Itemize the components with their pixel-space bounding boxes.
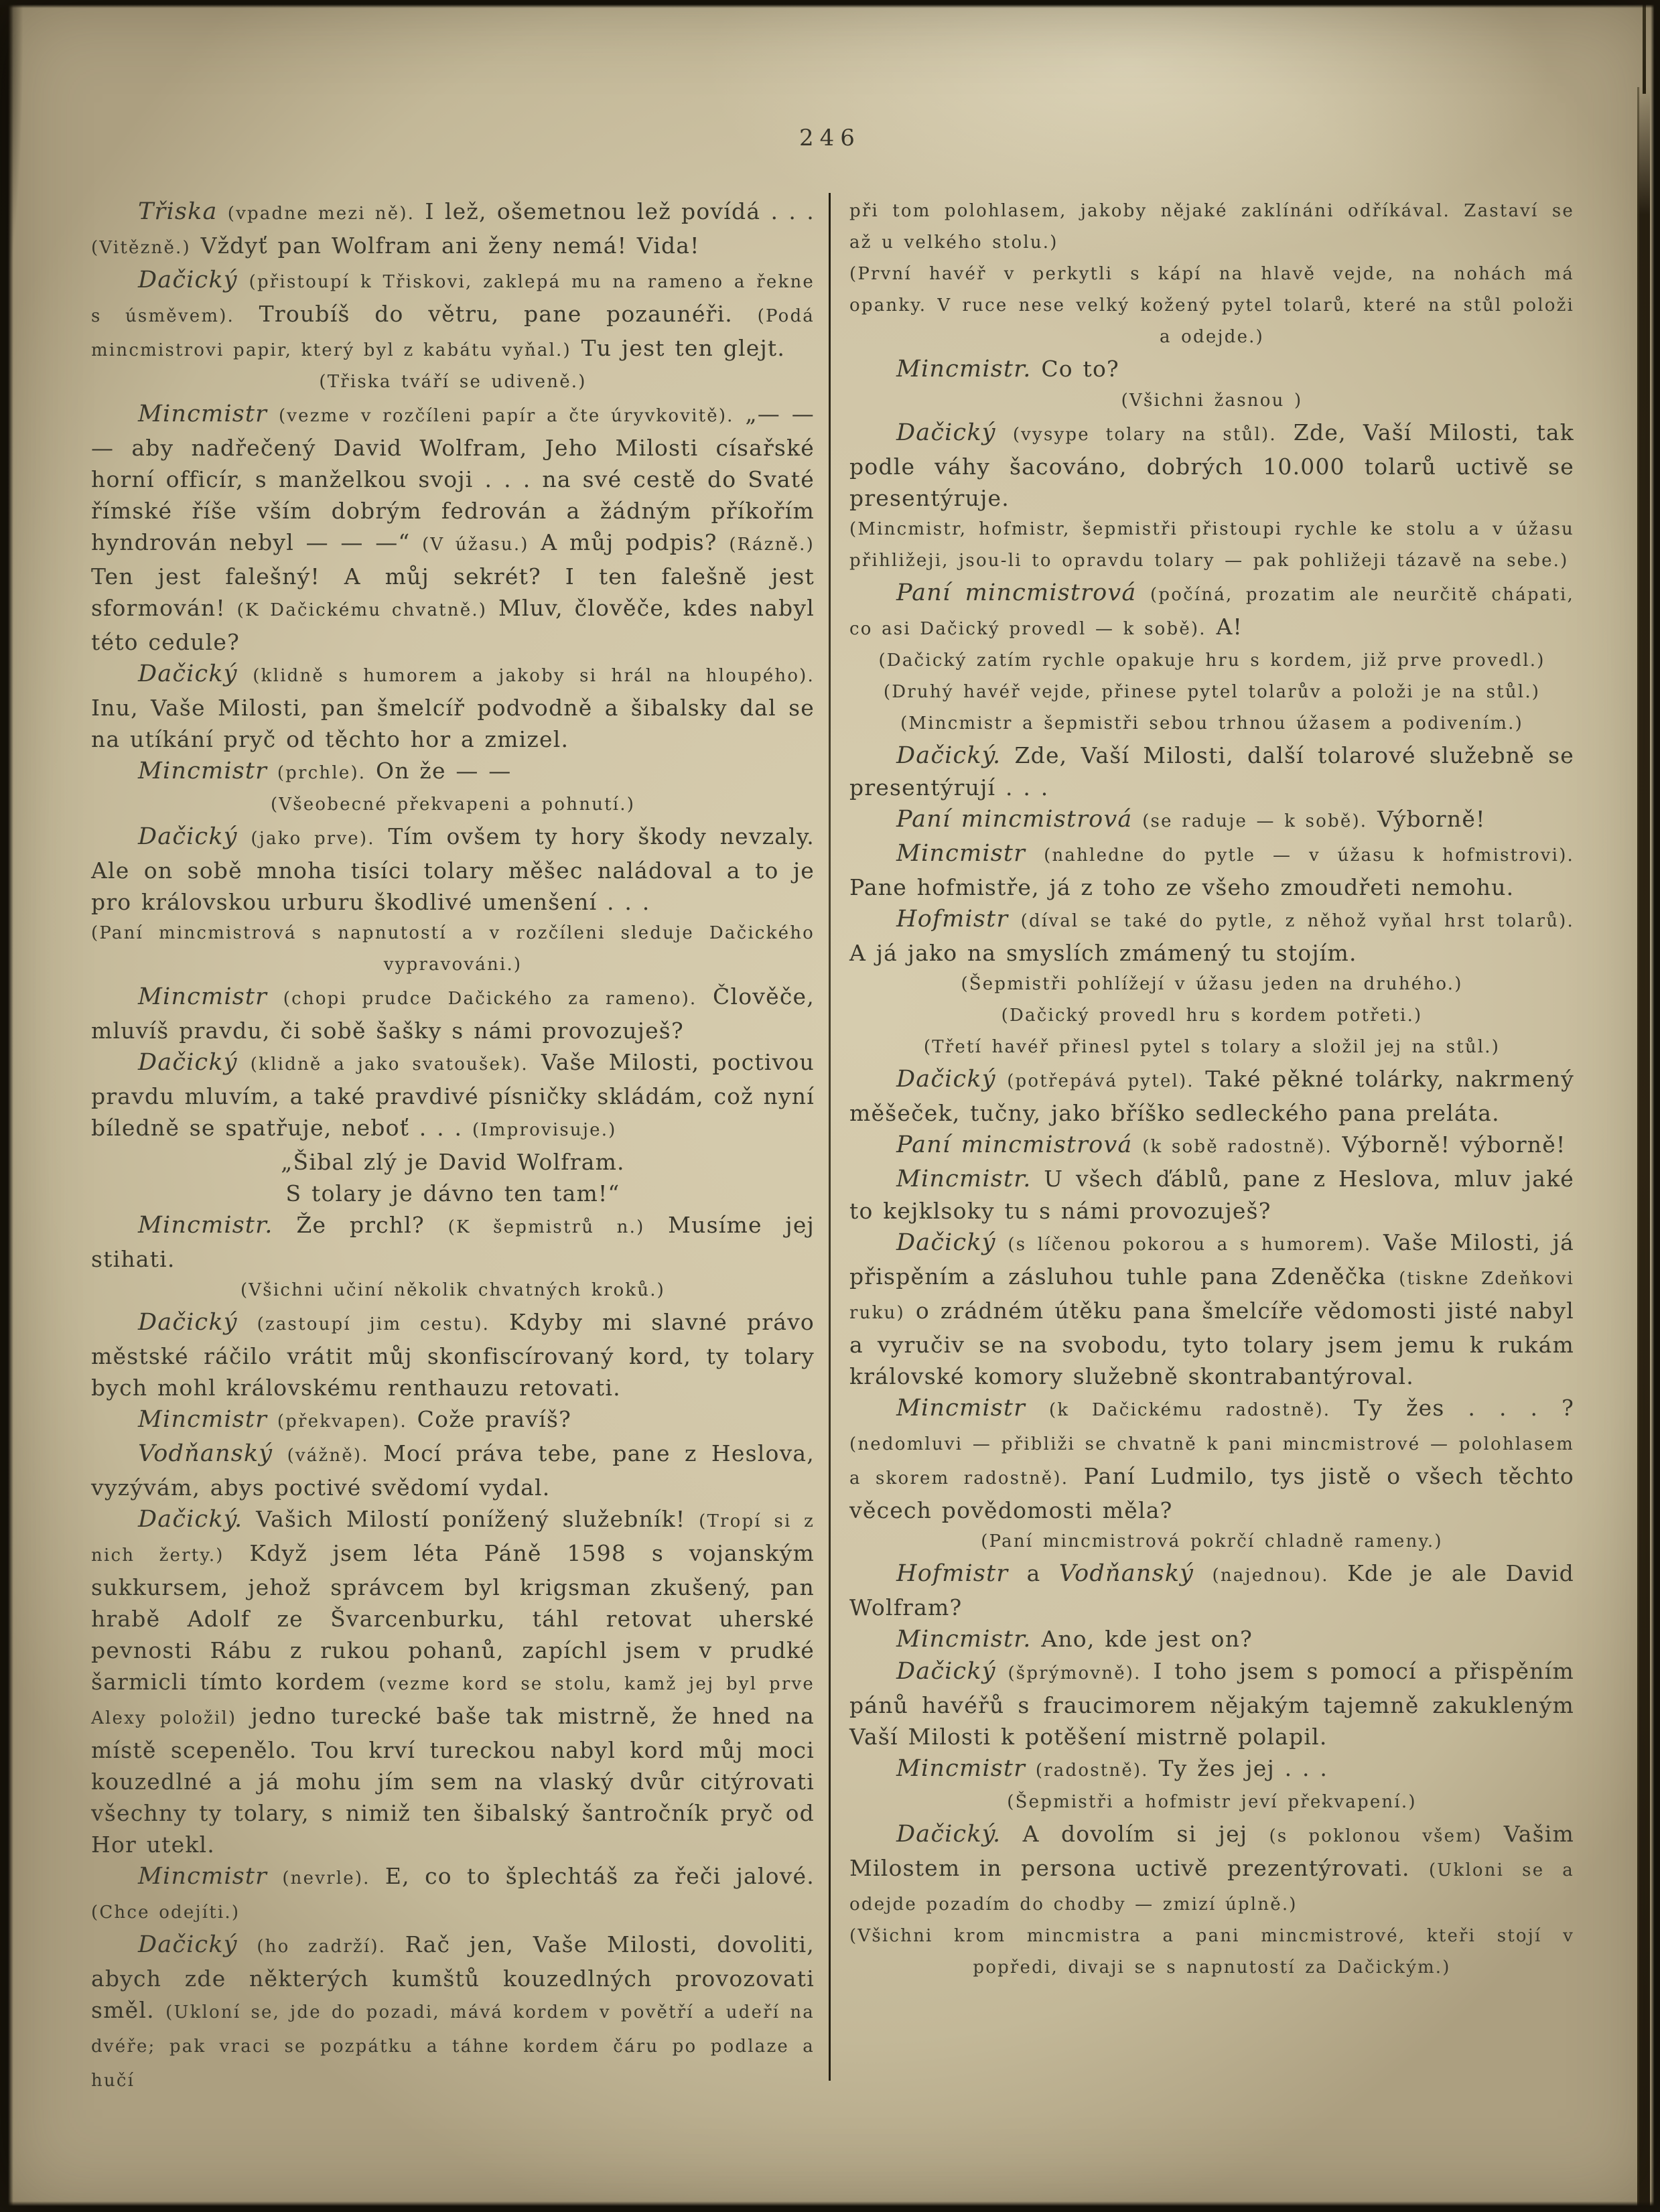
dialogue-text: Troubíš do větru, pane pozaunéři. [259, 301, 733, 327]
speaker-name: Vodňanský [138, 1440, 273, 1467]
dialogue-paragraph [849, 903, 1574, 969]
speaker-name: Dačický [896, 1658, 996, 1685]
stage-direction-center: (Třetí havéř přinesl pytel s tolary a složil jej na stůl.) [923, 1037, 1501, 1057]
dialogue-text: Když jsem léta Páně 1598 s vojanským sukkursem, jehož správcem byl krigsman zkušený, pan hrabě Adolf ze Švarcenburku, táhl retovat uherské pevnosti Rábu z rukou pohanů, zapíchl jsem v prudké šarmicli tímto kordem [91, 1540, 815, 1695]
stage-direction-center: (Třiska tváří se udiveně.) [319, 372, 587, 392]
dialogue-paragraph [91, 1860, 815, 1929]
dialogue-text: On že — — [375, 758, 512, 784]
dialogue-paragraph [91, 1046, 815, 1146]
dialogue-text: Tu jest ten glejt. [581, 335, 786, 361]
dialogue-text: Vždyť pan Wolfram ani ženy nemá! Vida! [200, 232, 700, 259]
speaker-name: Dačický [896, 1066, 996, 1093]
stage-direction-block: (Všichni krom mincmistra a pani mincmistrové, kteři stojí v popředi, divaji se s napnutostí za Dačickým.) [849, 1926, 1574, 1978]
stage-direction-center: (Mincmistr a šepmistři sebou trhnou úžasem a podivením.) [900, 713, 1523, 734]
stage-direction-center: (Všichni žasnou ) [1121, 391, 1303, 411]
speaker-name: Mincmistr [138, 1406, 268, 1433]
scan-edge-right [1651, 0, 1660, 2212]
stage-direction-center: (Všichni učiní několik chvatných kroků.) [240, 1280, 666, 1300]
speaker-name: Dačický [896, 419, 996, 446]
speaker-name: Dačický [138, 267, 238, 293]
verse-couplet [91, 1146, 815, 1209]
right-column [849, 196, 1574, 1984]
stage-direction-inline: (nevrle). [282, 1868, 370, 1888]
dialogue-text: A dovolím si jej [1022, 1821, 1248, 1847]
speaker-name: Mincmistr. [138, 1212, 273, 1239]
speaker-name: Dačický [138, 1931, 238, 1958]
dialogue-text: Cože pravíš? [417, 1406, 571, 1432]
stage-direction-inline: (Ukloní se, jde do pozadi, mává kordem v povětří a udeří na dvéře; pak vraci se pozpátku a táhne kordem čáru po podlaze a hučí [91, 2002, 815, 2091]
speaker-name: Mincmistr. [896, 356, 1032, 383]
dialogue-paragraph [91, 1403, 815, 1438]
stage-direction-inline: (s líčenou pokorou a s humorem). [1008, 1235, 1372, 1255]
stage-direction-center: (Šepmistři pohlížejí v úžasu jeden na druhého.) [961, 974, 1463, 994]
dialogue-paragraph [91, 1438, 815, 1503]
stage-direction-block: (Mincmistr, hofmistr, šepmistři přistoupi rychle ke stolu a v úžasu přihližeji, jsou-li to opravdu tolary — pak pohližeji tázavě na sebe.) [849, 519, 1574, 571]
dialogue-text: Člověče, mluvíš pravdu, či sobě šašky s námi provozuješ? [91, 983, 815, 1044]
dialogue-text: E, co to šplechtáš za řeči jalové. [385, 1863, 815, 1889]
dialogue-text: Ten jest falešný! A můj sekrét? I ten falešně jest sformován! [91, 563, 815, 621]
stage-direction-inline: (vpadne mezi ně). [227, 204, 415, 224]
speaker-name: Mincmistr. [896, 1166, 1032, 1192]
dialogue-paragraph [91, 264, 815, 366]
dialogue-text: o zrádném útěku pana šmelcíře vědomosti jisté nabyl a vyručiv se na svobodu, tyto tolary jsem jemu k rukám královské komory služebně skontrabantýroval. [849, 1298, 1574, 1389]
speaker-name: Dačický. [896, 742, 1001, 769]
dialogue-paragraph [849, 1163, 1574, 1227]
stage-direction-inline: (Chce odejíti.) [91, 1903, 240, 1923]
dialogue-paragraph [849, 577, 1574, 645]
stage-direction-inline: (překvapen). [277, 1411, 407, 1432]
speaker-name: Třiska [138, 198, 218, 225]
dialogue-text: Výborně! [1377, 806, 1486, 832]
dialogue-paragraph [849, 417, 1574, 514]
speaker-name: Mincmistr [138, 401, 268, 427]
stage-direction-inline: (radostně). [1035, 1760, 1149, 1781]
dialogue-paragraph [91, 981, 815, 1046]
stage-direction-inline: (ho zadrží). [257, 1937, 387, 1957]
stage-direction-inline: (prchle). [277, 763, 366, 783]
dialogue-text: Mluv, člověče, kdes nabyl této cedule? [91, 595, 815, 655]
verse-line: „Šibal zlý je David Wolfram. [281, 1149, 625, 1175]
dialogue-text: Ty žes . . . ? [1354, 1395, 1574, 1421]
stage-direction-block: při tom polohlasem, jakoby nějaké zaklínáni odříkával. Zastaví se až u velkého stolu.) [849, 201, 1574, 253]
dialogue-paragraph [849, 1818, 1574, 1921]
dialogue-paragraph [91, 658, 815, 755]
speaker-name: Vodňanský [1058, 1560, 1194, 1587]
dialogue-text: Tím ovšem ty hory škody nevzaly. Ale on sobě mnoha tisíci tolary měšec naládoval a to je pro královskou urburu škodlivé umenšení . . . [91, 823, 815, 915]
stage-direction-inline: (chopi prudce Dačického za rameno). [283, 989, 697, 1009]
dialogue-text: Paní Ludmilo, tys jistě o všech těchto věcech povědomosti měla? [849, 1463, 1574, 1523]
speaker-name: Mincmistr [896, 1755, 1026, 1782]
dialogue-paragraph [91, 196, 815, 264]
dialogue-text: „— — — aby nadřečený David Wolfram, Jeho Milosti císařské horní officír, s manželkou svoji . . . na své cestě do Svaté římské říše vším dobrým fedrován a žádným příkořím hyndrován nebyl — — —“ [91, 401, 815, 555]
speaker-name: Mincmistr. [896, 1626, 1032, 1653]
speaker-name: Dačický [138, 823, 238, 850]
dialogue-text: I lež, ošemetnou lež povídá . . . [425, 198, 815, 224]
stage-direction-inline: (Rázně.) [729, 535, 815, 555]
stage-direction-inline: (K Dačickému chvatně.) [236, 600, 488, 620]
speaker-name: Dačický [138, 1309, 238, 1336]
dialogue-text: jedno turecké baše tak mistrně, že hned na místě scepenělo. Tou krví tureckou nabyl kord můj moci kouzedlné a já mohu jím sem na vlaský dvůr citýrovati všechny ty tolary, s nimiž ten šibalský šantročník pryč od Hor utekl. [91, 1703, 815, 1858]
stage-direction-inline: (s poklonou všem) [1269, 1826, 1482, 1846]
stage-direction-block: (Paní mincmistrová s napnutostí a v rozčíleni sleduje Dačického vypravováni.) [91, 923, 815, 975]
page-edge-shadow-top [1643, 0, 1646, 94]
dialogue-text: Mocí práva tebe, pane z Heslova, vyzývám, abys poctivé svědomí vydal. [91, 1440, 815, 1501]
speaker-name: Mincmistr [138, 1863, 268, 1890]
dialogue-paragraph [849, 1623, 1574, 1655]
dialogue-text: Ty žes jej . . . [1158, 1755, 1328, 1781]
stage-direction-inline: (K šepmistrů n.) [447, 1217, 645, 1237]
stage-direction-inline: (potřepává pytel). [1007, 1071, 1194, 1091]
dialogue-paragraph [849, 1558, 1574, 1623]
scan-corner-shadow [0, 0, 31, 348]
dialogue-text: Vaše Milosti, poctivou pravdu mluvím, a také pravdivé písničky skládám, což nyní bíledně se spatřuje, neboť . . . [91, 1049, 815, 1141]
speaker-name: Dačický. [138, 1506, 243, 1533]
dialogue-text: Zde, Vaší Milosti, tak podle váhy šacováno, dobrých 10.000 tolarů uctivě se presentýruje. [849, 419, 1574, 511]
dialogue-text: A! [1216, 614, 1243, 640]
dialogue-text: Že prchl? [296, 1212, 425, 1238]
dialogue-paragraph [849, 1392, 1574, 1526]
stage-direction-inline: (klidně s humorem a jakoby si hrál na hloupého). [253, 666, 815, 686]
speaker-name: Paní mincmistrová [896, 806, 1133, 833]
stage-direction-center: (Šepmistři a hofmistr jeví překvapení.) [1007, 1792, 1417, 1812]
dialogue-paragraph [849, 1227, 1574, 1392]
stage-direction-inline: (vážně). [287, 1446, 369, 1466]
dialogue-text: Pane hofmistře, já z toho ze všeho zmoudřeti nemohu. [849, 874, 1515, 900]
speaker-name: Mincmistr [138, 983, 268, 1010]
stage-direction-inline: (Ukloni se a odejde pozadím do chodby — zmizí úplně.) [849, 1860, 1574, 1915]
dialogue-text: Co to? [1041, 356, 1119, 382]
dialogue-paragraph [91, 1306, 815, 1403]
speaker-name: Dačický [896, 1229, 996, 1256]
dialogue-text: Vašim Milostem in persona uctivě prezentýrovati. [849, 1821, 1574, 1881]
stage-direction-center: (Všeobecné překvapeni a pohnutí.) [270, 794, 636, 815]
dialogue-paragraph [849, 353, 1574, 385]
dialogue-paragraph [849, 837, 1574, 903]
speaker-name: Mincmistr [896, 840, 1026, 867]
stage-direction-inline: (Podá mincmistrovi papir, který byl z kabátu vyňal.) [91, 306, 815, 360]
dialogue-text: Zde, Vaší Milosti, další tolarové služebně se presentýrují . . . [849, 742, 1574, 801]
stage-direction-block: (První havéř v perkytli s kápí na hlavě vejde, na nohách má opanky. V ruce nese velký kožený pytel tolarů, které na stůl položi a odejde.) [849, 264, 1574, 347]
stage-direction-inline: (vysype tolary na stůl). [1012, 425, 1277, 445]
speaker-name: Hofmistr [896, 1560, 1009, 1587]
speaker-name: Paní mincmistrová [896, 579, 1137, 606]
page-number: 246 [799, 125, 861, 151]
dialogue-text: I toho jsem s pomocí a přispěním pánů havéřů s fraucimorem nějakým tajemně zakukleným Vaší Milosti k potěšení mistrně polapil. [849, 1658, 1574, 1750]
speaker-name: Dačický [138, 1049, 238, 1076]
stage-direction-inline: (vezme kord se stolu, kamž jej byl prve Alexy položil) [91, 1674, 815, 1728]
stage-direction-inline: (najednou). [1212, 1566, 1329, 1586]
dialogue-paragraph [91, 755, 815, 789]
stage-direction-center: (Dačický zatím rychle opakuje hru s kordem, již prve provedl.) [878, 650, 1545, 671]
dialogue-paragraph [91, 821, 815, 918]
dialogue-text: Kde je ale David Wolfram? [849, 1560, 1574, 1620]
verse-line: S tolary je dávno ten tam!“ [285, 1180, 620, 1206]
dialogue-text: Musíme jej stihati. [91, 1212, 815, 1272]
stage-direction-inline: (Tropí si z nich žerty.) [91, 1511, 815, 1566]
dialogue-text: A já jako na smyslích zmámený tu stojím. [849, 940, 1357, 966]
dialogue-paragraph [91, 1209, 815, 1275]
speaker-name: Mincmistr [896, 1395, 1026, 1422]
stage-direction-inline: (vezme v rozčíleni papír a čte úryvkovitě). [278, 406, 734, 426]
stage-direction-inline: (klidně a jako svatoušek). [250, 1054, 529, 1075]
stage-direction-center: (Druhý havéř vejde, přinese pytel tolarův a položi je na stůl.) [883, 682, 1541, 702]
scan-edge-top [0, 0, 1660, 8]
stage-direction-inline: (zastoupí jim cestu). [257, 1314, 490, 1334]
dialogue-text: Inu, Vaše Milosti, pan šmelcíř podvodně a šibalsky dal se na utíkání pryč od těchto hor a zmizel. [91, 695, 815, 752]
stage-direction-center: (Dačický provedl hru s kordem potřeti.) [1001, 1006, 1423, 1026]
dialogue-text: a [1026, 1560, 1041, 1586]
dialogue-paragraph [91, 398, 815, 658]
stage-direction-inline: (díval se také do pytle, z něhož vyňal hrst tolarů). [1020, 911, 1574, 931]
dialogue-text: Vaše Milosti, já přispěním a zásluhou tuhle pana Zdeněčka [849, 1229, 1574, 1290]
speaker-name: Dačický. [896, 1821, 1001, 1848]
stage-direction-inline: (tiskne Zdeňkovi ruku) [849, 1269, 1574, 1323]
dialogue-text: Ano, kde jest on? [1041, 1626, 1253, 1652]
speaker-name: Mincmistr [138, 758, 268, 784]
left-column [91, 196, 815, 2097]
column-divider [829, 193, 831, 2081]
dialogue-paragraph [849, 1752, 1574, 1787]
dialogue-text: A můj podpis? [541, 529, 717, 555]
speaker-name: Dačický [138, 661, 238, 687]
dialogue-paragraph [849, 1063, 1574, 1129]
scan-edge-bottom [0, 2201, 1660, 2212]
dialogue-text: Kdyby mi slavné právo městské ráčilo vrátit můj skonfiscírovaný kord, ty tolary bych mohl královskému renthauzu retovati. [91, 1309, 815, 1401]
dialogue-paragraph [849, 1655, 1574, 1752]
stage-direction-center: (Paní mincmistrová pokrčí chladně rameny.) [981, 1531, 1443, 1551]
dialogue-paragraph [91, 1503, 815, 1860]
stage-direction-inline: (šprýmovně). [1008, 1663, 1142, 1683]
dialogue-text: Rač jen, Vaše Milosti, dovoliti, abych zde některých kumštů kouzedlných provozovati směl. [91, 1931, 815, 2023]
dialogue-paragraph [849, 1129, 1574, 1163]
stage-direction-inline: (se raduje — k sobě). [1142, 811, 1368, 831]
stage-direction-inline: (Improvisuje.) [472, 1120, 617, 1140]
stage-direction-inline: (V úžasu.) [422, 535, 529, 555]
speaker-name: Paní mincmistrová [896, 1131, 1133, 1158]
dialogue-paragraph [849, 803, 1574, 837]
page-edge-shadow [1637, 87, 1650, 2212]
dialogue-text: U všech ďáblů, pane z Heslova, mluv jaké to kejklsoky tu s námi provozuješ? [849, 1166, 1574, 1224]
stage-direction-inline: (k sobě radostně). [1142, 1137, 1332, 1157]
stage-direction-inline: (počíná, prozatim ale neurčitě chápati, co asi Dačický provedl — k sobě). [849, 585, 1574, 639]
dialogue-text: Vašich Milostí ponížený služebník! [256, 1506, 686, 1532]
stage-direction-inline: (jako prve). [251, 829, 375, 849]
stage-direction-inline: (k Dačickému radostně). [1049, 1400, 1331, 1420]
dialogue-text: Také pěkné tolárky, nakrmený měšeček, tučny, jako bříško sedleckého pana preláta. [849, 1066, 1574, 1126]
dialogue-paragraph [91, 1929, 815, 2097]
dialogue-paragraph [849, 740, 1574, 803]
stage-direction-inline: (Vitězně.) [91, 238, 191, 258]
speaker-name: Hofmistr [896, 906, 1009, 932]
stage-direction-inline: (nahledne do pytle — v úžasu k hofmistrovi). [1044, 845, 1574, 866]
stage-direction-inline: (přistoupí k Třiskovi, zaklepá mu na rameno a řekne s úsměvem). [91, 272, 815, 326]
dialogue-text: Výborně! výborně! [1342, 1131, 1566, 1158]
stage-direction-inline: (nedomluvi — přibliži se chvatně k pani mincmistrové — polohlasem a skorem radostně). [849, 1434, 1574, 1489]
